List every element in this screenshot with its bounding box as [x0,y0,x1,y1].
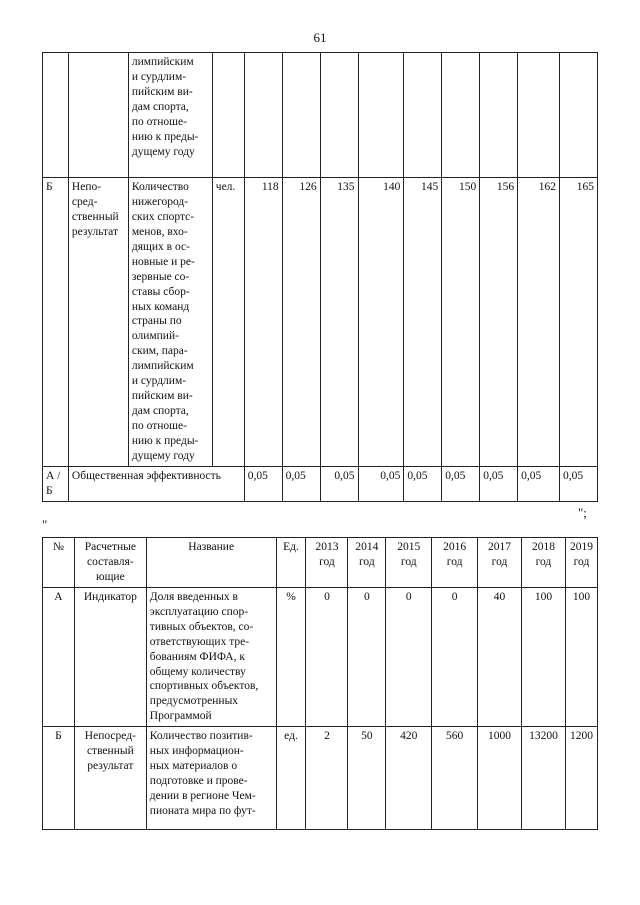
value-cell: 140 [358,178,404,467]
value-cell: 100 [565,587,597,726]
value-cell: 560 [432,727,478,830]
name-cell: Доля введенных в эксплуатацию спор- тивных объектов, со- ответствующих тре- бованиям ФИФА, к общему количеству спортивных объектов, предусмотренных Программой [146,587,276,726]
header-year: 2018 год [521,538,565,588]
code-cell: А / Б [43,466,69,501]
name-cell: Количество нижегород- ских спортс- менов, вхо- дящих в ос- новные и ре- зервные со- ставы сбор- ных команд страны по олимпий- ским, пара- лимпийским и сурдлим- пийским ви- дам спорта, по отноше- нию к преды- дущему году [128,178,212,467]
header-year: 2015 год [386,538,432,588]
page-number: 61 [313,30,327,45]
header-unit: Ед. [276,538,306,588]
value-cell: 0,05 [244,466,282,501]
table-row [43,53,598,178]
table-row [43,178,598,467]
value-cell: 40 [478,587,522,726]
value-cell: 0,05 [560,466,598,501]
value-cell: 0 [432,587,478,726]
value-cell: 135 [320,178,358,467]
value-cell: 13200 [521,727,565,830]
header-num: № [43,538,75,588]
value-cell: 118 [244,178,282,467]
value-cell: 50 [348,727,386,830]
header-components: Расчетные составля- ющие [74,538,146,588]
type-cell: Непо- сред- ственный результат [68,178,128,467]
value-cell: 1000 [478,727,522,830]
unit-cell: ед. [276,727,306,830]
header-year: 2013 год [306,538,348,588]
value-cell: 145 [404,178,442,467]
table-row [43,727,598,830]
value-cell: 420 [386,727,432,830]
table-row [43,587,598,726]
header-name: Название [146,538,276,588]
efficiency-label: Общественная эффективность [68,466,244,501]
type-cell: Индикатор [74,587,146,726]
indicator-table [42,537,598,830]
value-cell: 0 [386,587,432,726]
value-cell: 1200 [565,727,597,830]
name-cell: лимпийским и сурдлим- пийским ви- дам спорта, по отноше- нию к преды- дущему году [128,53,212,178]
indicator-table-continued [42,52,598,502]
type-cell: Непосред- ственный результат [74,727,146,830]
header-year: 2017 год [478,538,522,588]
value-cell: 165 [560,178,598,467]
value-cell: 150 [442,178,480,467]
value-cell: 0,05 [358,466,404,501]
value-cell: 100 [521,587,565,726]
name-cell: Количество позитив- ных информацион- ных материалов о подготовке и прове- дении в регионе Чем- пионата мира по фут- [146,727,276,830]
value-cell: 0 [348,587,386,726]
header-year: 2014 год [348,538,386,588]
value-cell: 0,05 [404,466,442,501]
opening-quote: " [42,517,48,532]
value-cell: 0,05 [320,466,358,501]
value-cell: 0,05 [480,466,518,501]
value-cell: 0 [306,587,348,726]
code-cell: Б [43,727,75,830]
code-cell: Б [43,178,69,467]
unit-cell: чел. [212,178,244,467]
value-cell: 0,05 [518,466,560,501]
value-cell: 126 [282,178,320,467]
value-cell: 2 [306,727,348,830]
closing-quote: "; [578,505,587,520]
code-cell: А [43,587,75,726]
unit-cell: % [276,587,306,726]
table-header-row [43,538,598,588]
header-year: 2016 год [432,538,478,588]
value-cell: 0,05 [282,466,320,501]
header-year: 2019 год [565,538,597,588]
table-row [43,466,598,501]
value-cell: 156 [480,178,518,467]
value-cell: 162 [518,178,560,467]
value-cell: 0,05 [442,466,480,501]
